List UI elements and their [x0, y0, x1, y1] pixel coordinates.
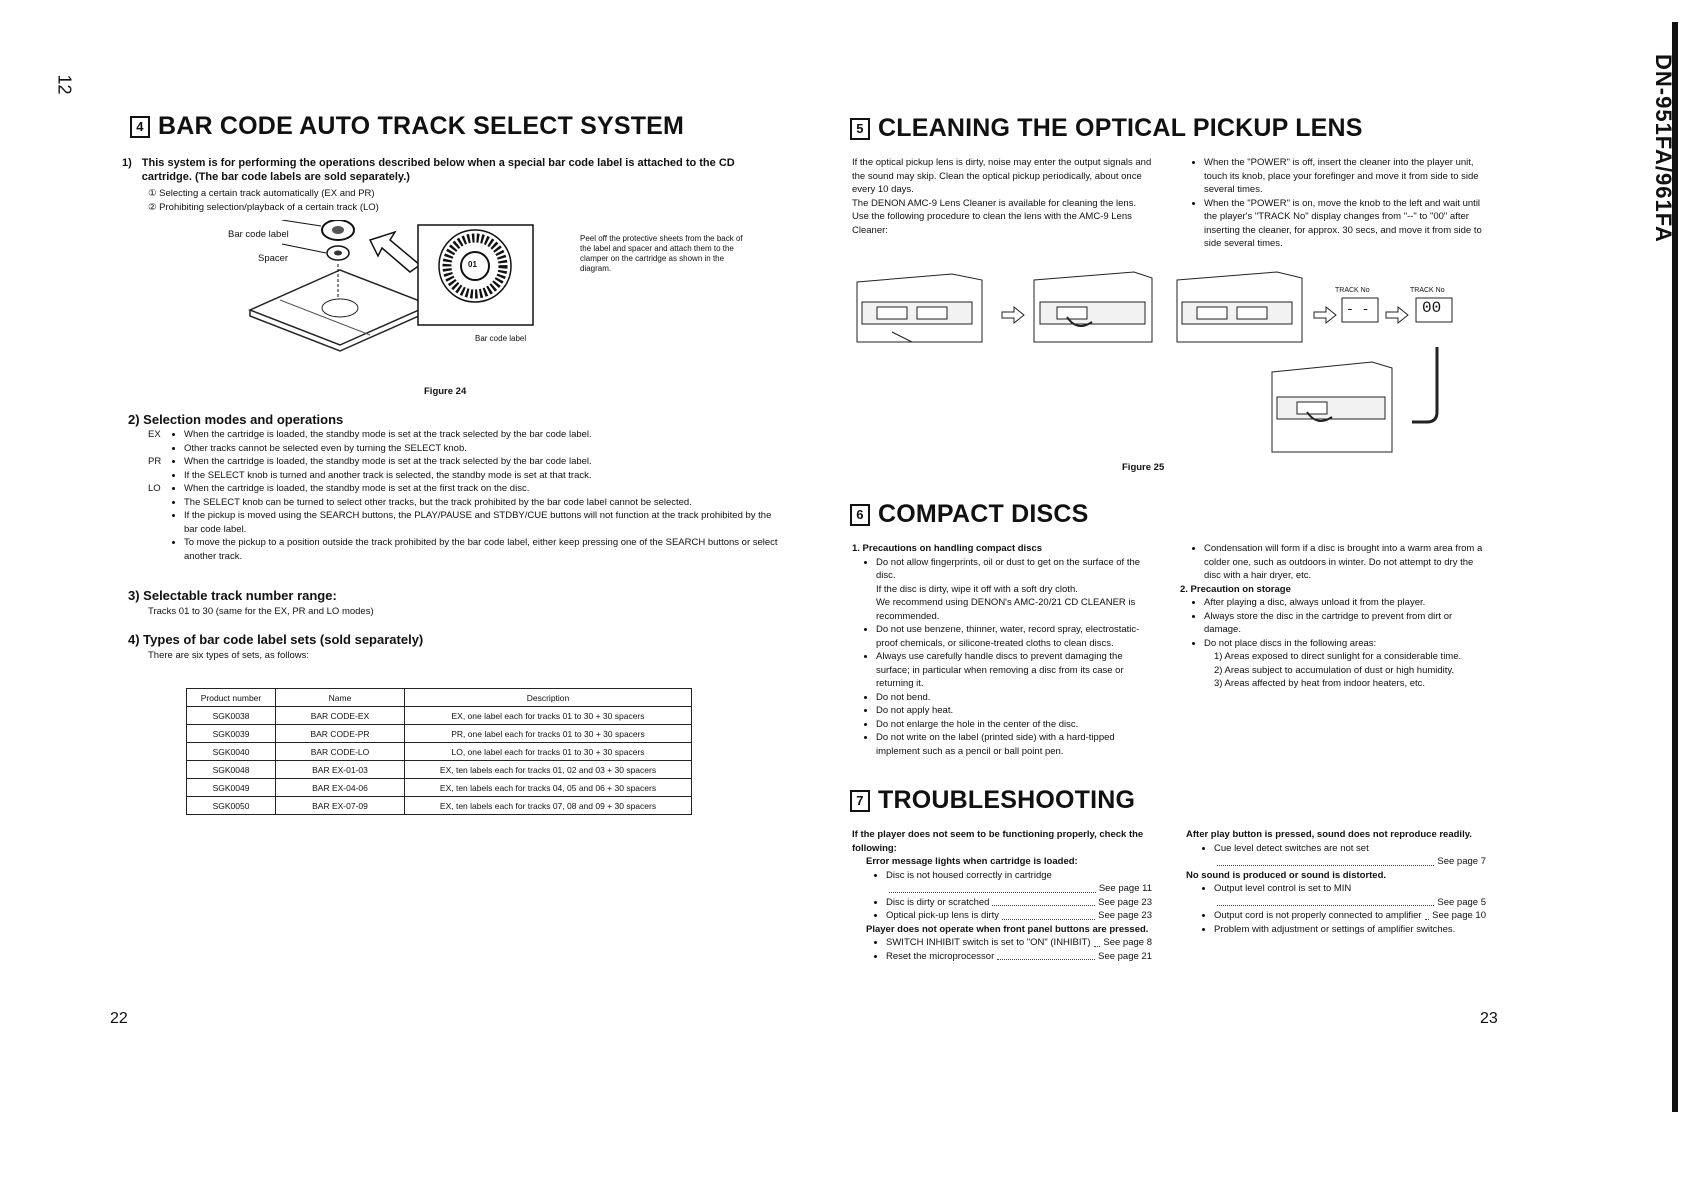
page-ref: See page 23 — [1098, 896, 1152, 908]
sec6-p1-head: 1. Precautions on handling compact discs — [852, 543, 1043, 554]
sec7-item: • Problem with adjustment or settings of amplifier switches. — [1214, 923, 1486, 937]
mode-tag: EX — [148, 429, 161, 440]
table-row — [187, 761, 692, 779]
page-ref: See page 10 — [1432, 910, 1486, 921]
arrow-icon — [370, 232, 420, 272]
mode-pr — [148, 455, 778, 482]
table-cell: BAR CODE-LO — [276, 743, 405, 761]
table-cell: BAR CODE-EX — [276, 707, 405, 725]
page-ref: See page 21 — [1098, 950, 1152, 962]
table-cell: BAR EX-07-09 — [276, 797, 405, 815]
track-display-1-value: - - — [1346, 302, 1370, 317]
sec6-bullet: • Do not enlarge the hole in the center of the disc. — [876, 718, 1157, 732]
section-4-number: 4 — [130, 116, 150, 138]
table-cell: PR, one label each for tracks 01 to 30 + 30 spacers — [405, 725, 692, 743]
side-label: DN-951FA/961FA — [1651, 54, 1676, 243]
sec7-item — [886, 936, 1152, 950]
table-cell: EX, one label each for tracks 01 to 30 + 30 spacers — [405, 707, 692, 725]
section-6-title — [850, 500, 1088, 529]
page-ref: See page 5 — [1437, 896, 1486, 908]
sec7-item-text: • SWITCH INHIBIT switch is set to "ON" (INHIBIT) — [886, 937, 1091, 948]
sec7-item — [886, 909, 1152, 923]
sec6-p2-head: 2. Precaution on storage — [1180, 583, 1291, 595]
table-cell: SGK0038 — [187, 707, 276, 725]
sec7-intro: If the player does not seem to be functioning properly, check the following: — [852, 829, 1144, 854]
sec6-sub: 1) Areas exposed to direct sunlight for a considerable time. — [1214, 651, 1462, 662]
player-drawing-2 — [1034, 272, 1152, 342]
sec7-after-head: After play button is pressed, sound does not reproduce readily. — [1186, 829, 1472, 840]
modes-list — [148, 428, 778, 563]
sec7-item-text: • Output level control is set to MIN — [1214, 883, 1352, 894]
track-display-2-value: 00 — [1422, 299, 1442, 317]
sec6-bullet: • Condensation will form if a disc is brought into a warm area from a colder one, such as outdoors in winter. Do not attempt to dry the disc with a hair dryer, etc. — [1204, 542, 1490, 583]
player-drawing-3 — [1177, 272, 1302, 342]
sec7-left — [852, 828, 1152, 963]
table-row — [187, 779, 692, 797]
section-6-number: 6 — [850, 504, 870, 526]
sec6-bullet: • Do not allow fingerprints, oil or dust to get on the surface of the disc. If the disc is dirty, wipe it off with a soft dry cloth. We recommend using DENON's AMC-20/21 CD CLEANER is recommended. — [876, 556, 1157, 624]
table-cell: SGK0040 — [187, 743, 276, 761]
item-4-heading: 4) Types of bar code label sets (sold separately) — [128, 632, 424, 647]
item-2-heading: 2) Selection modes and operations — [128, 412, 344, 427]
mode-line: • The SELECT knob can be turned to select other tracks, but the track prohibited by the bar code label cannot be selected. — [184, 496, 778, 510]
table-cell: SGK0050 — [187, 797, 276, 815]
cartridge-drawing — [250, 270, 430, 351]
table-header-row — [187, 689, 692, 707]
sec7-item — [886, 950, 1152, 964]
item-1 — [122, 156, 782, 214]
return-arrow-icon — [1412, 347, 1437, 422]
table-cell: SGK0039 — [187, 725, 276, 743]
player-drawing-1 — [857, 274, 982, 342]
sec6-sub: 3) Areas affected by heat from indoor heaters, etc. — [1214, 678, 1426, 689]
section-7-number: 7 — [850, 790, 870, 812]
mode-tag: PR — [148, 456, 162, 467]
fig-label-box: Bar code label — [475, 334, 527, 343]
section-6-heading: COMPACT DISCS — [878, 500, 1089, 528]
table-header: Name — [276, 689, 405, 707]
mode-line: • If the pickup is moved using the SEARCH buttons, the PLAY/PAUSE and STDBY/CUE buttons will not function at the track prohibited by the bar code label. — [184, 509, 778, 536]
table-cell: EX, ten labels each for tracks 01, 02 and 03 + 30 spacers — [405, 761, 692, 779]
sec6-left — [852, 542, 1157, 758]
item-3-text: Tracks 01 to 30 (same for the EX, PR and LO modes) — [148, 606, 374, 617]
item-1-a: ① Selecting a certain track automatically (EX and PR) — [148, 188, 375, 199]
table-row — [187, 707, 692, 725]
sec6-bullet: • Always use carefully handle discs to prevent damaging the surface; in particular when removing a disc from its case or returning it. — [876, 650, 1157, 691]
page-number-top: 12 — [54, 74, 75, 95]
mode-line: • When the cartridge is loaded, the standby mode is set at the track selected by the bar code label. — [184, 455, 778, 469]
sec7-item-text: • Cue level detect switches are not set — [1214, 842, 1369, 854]
mode-line: • When the cartridge is loaded, the standby mode is set at the track selected by the bar code label. — [184, 428, 778, 442]
sec7-item-text: • Disc is dirty or scratched — [886, 896, 990, 908]
sec7-item-text: • Disc is not housed correctly in cartridge — [886, 869, 1052, 881]
item-1-b: ② Prohibiting selection/playback of a certain track (LO) — [148, 201, 379, 213]
sec5-bullets — [1190, 156, 1490, 251]
section-4-heading: BAR CODE AUTO TRACK SELECT SYSTEM — [158, 112, 685, 140]
sec7-item-text: • Reset the microprocessor — [886, 950, 995, 962]
sec7-item-text: • Output cord is not properly connected to amplifier — [1214, 910, 1422, 921]
sec7-item — [1214, 909, 1486, 923]
sec6-bullet: • After playing a disc, always unload it from the player. — [1204, 596, 1490, 610]
table-cell: EX, ten labels each for tracks 04, 05 and 06 + 30 spacers — [405, 779, 692, 797]
sec7-ns-head: No sound is produced or sound is distorted. — [1186, 869, 1387, 881]
sec7-item-text: • Optical pick-up lens is dirty — [886, 910, 999, 921]
fig-label-disc: 01 — [468, 260, 477, 269]
arrow-icon — [1314, 307, 1336, 323]
sec7-pl-head: Player does not operate when front panel buttons are pressed. — [866, 923, 1149, 935]
page-number-left: 22 — [110, 1010, 128, 1027]
mode-line: • When the cartridge is loaded, the standby mode is set at the first track on the disc. — [184, 482, 778, 496]
table-cell: BAR EX-04-06 — [276, 779, 405, 797]
mode-line: • If the SELECT knob is turned and another track is selected, the standby mode is set at that track. — [184, 469, 778, 483]
table-header: Product number — [187, 689, 276, 707]
sec6-bullet: • Do not use benzene, thinner, water, record spray, electrostatic-proof chemicals, or silicone-treated cloths to clean discs. — [876, 623, 1157, 650]
page-ref: See page 11 — [1098, 883, 1152, 894]
table-cell: SGK0049 — [187, 779, 276, 797]
track-no-label-1: TRACK No — [1335, 287, 1370, 294]
table-header: Description — [405, 689, 692, 707]
sec6-right — [1180, 542, 1490, 691]
section-5-heading: CLEANING THE OPTICAL PICKUP LENS — [878, 114, 1363, 142]
arrow-icon — [1002, 307, 1024, 323]
section-5-title — [850, 114, 1363, 143]
section-5-number: 5 — [850, 118, 870, 140]
arrow-icon — [1386, 307, 1408, 323]
item-1-text: This system is for performing the operations described below when a special bar code label is attached to the CD cartridge. (The bar code labels are sold separately.) — [141, 157, 735, 183]
section-7-title — [850, 786, 1135, 815]
fig-label-spacer: Spacer — [258, 253, 289, 264]
player-drawing-4 — [1272, 362, 1392, 452]
table-row — [187, 797, 692, 815]
page-ref: See page 23 — [1098, 910, 1152, 921]
sec7-item — [1214, 842, 1486, 869]
mode-line: • Other tracks cannot be selected even by turning the SELECT knob. — [184, 442, 778, 456]
mode-tag: LO — [148, 483, 161, 494]
table-cell: BAR EX-01-03 — [276, 761, 405, 779]
page-ref: See page 7 — [1437, 856, 1486, 867]
item-4-text: There are six types of sets, as follows: — [148, 650, 310, 661]
track-no-label-2: TRACK No — [1410, 287, 1445, 294]
figure-24-caption: Figure 24 — [424, 386, 467, 397]
sec6-bullet: • Do not place discs in the following areas: — [1204, 637, 1490, 651]
sec7-item — [1214, 882, 1486, 909]
figure-25-caption: Figure 25 — [1122, 462, 1165, 473]
figure-24-note: Peel off the protective sheets from the back of the label and spacer and attach them to the clamper on the cartridge as shown in the diagram. — [580, 234, 743, 273]
table-row — [187, 743, 692, 761]
figure-25-illustration — [852, 262, 1492, 462]
table-cell: SGK0048 — [187, 761, 276, 779]
sec7-item — [886, 869, 1152, 896]
sec5-intro: If the optical pickup lens is dirty, noise may enter the output signals and the sound may skip. Clean the optical pickup periodically, about once every 10 days. The DENON AMC-9 Lens Cleaner is available for cleaning the lens. Use the following procedure to clean the lens with the AMC-9 Lens Cleaner: — [852, 157, 1152, 236]
sec7-right — [1186, 828, 1486, 936]
sec5-bullet: • When the "POWER" is off, insert the cleaner into the player unit, touch its knob, place your forefinger and move it from side to side several times. — [1204, 156, 1490, 197]
sec5-bullet: • When the "POWER" is on, move the knob to the left and wait until the player's "TRACK No" display changes from "--" to "00" after inserting the cleaner, for approx. 30 secs, and move it from side to side several times. — [1204, 197, 1490, 251]
label-sets-table — [186, 688, 692, 815]
sec6-bullet: • Do not bend. — [876, 691, 1157, 705]
fig-label-bar-code: Bar code label — [228, 229, 289, 240]
section-4-title — [130, 112, 684, 141]
sec6-bullet: • Do not write on the label (printed side) with a hard-tipped implement such as a pencil or ball point pen. — [876, 731, 1157, 758]
mode-line: • To move the pickup to a position outside the track prohibited by the bar code label, either keep pressing one of the SEARCH buttons or select another track. — [184, 536, 778, 563]
sec7-item — [886, 896, 1152, 910]
sec6-bullet: • Always store the disc in the cartridge to prevent from dirt or damage. — [1204, 610, 1490, 637]
section-7-heading: TROUBLESHOOTING — [878, 786, 1136, 814]
item-3-heading: 3) Selectable track number range: — [128, 588, 337, 603]
table-row — [187, 725, 692, 743]
page-ref: See page 8 — [1103, 937, 1152, 948]
table-cell: LO, one label each for tracks 01 to 30 + 30 spacers — [405, 743, 692, 761]
sec6-bullet: • Do not apply heat. — [876, 704, 1157, 718]
item-1-number: 1) — [122, 157, 132, 169]
table-cell: EX, ten labels each for tracks 07, 08 and 09 + 30 spacers — [405, 797, 692, 815]
table-cell: BAR CODE-PR — [276, 725, 405, 743]
mode-ex — [148, 428, 778, 455]
page-number-right: 23 — [1480, 1010, 1498, 1027]
sec6-sub: 2) Areas subject to accumulation of dust or high humidity. — [1214, 664, 1455, 676]
sec7-err-head: Error message lights when cartridge is loaded: — [866, 856, 1078, 867]
mode-lo — [148, 482, 778, 563]
